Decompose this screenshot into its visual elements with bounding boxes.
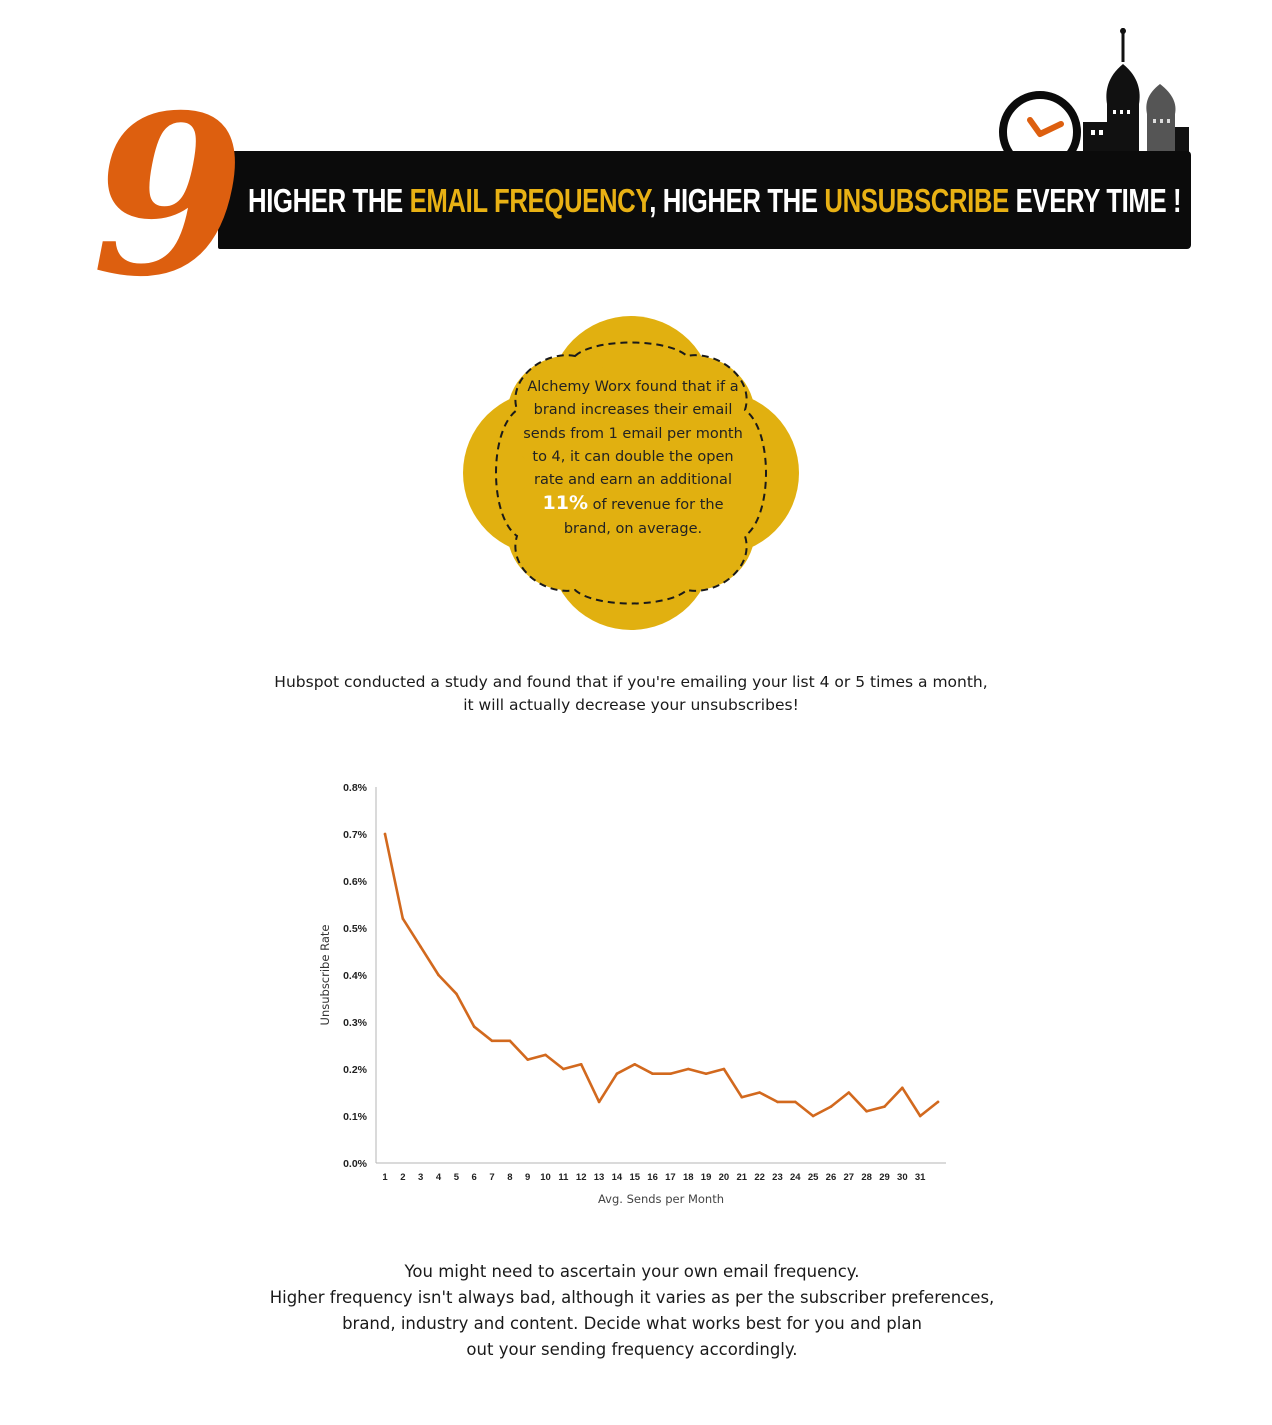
title-highlight-email-frequency: EMAIL FREQUENCY — [409, 182, 650, 219]
data-point — [794, 1101, 797, 1104]
x-tick-label: 1 — [382, 1172, 388, 1183]
x-tick-label: 18 — [682, 1172, 694, 1183]
y-axis-title: Unsubscribe Rate — [318, 924, 332, 1026]
x-tick-label: 29 — [879, 1172, 890, 1183]
data-point — [705, 1072, 708, 1075]
data-point — [384, 833, 387, 836]
page-title — [248, 176, 1181, 226]
data-point — [509, 1040, 512, 1043]
y-tick-label: 0.4% — [343, 970, 367, 982]
y-tick-label: 0.0% — [343, 1158, 367, 1170]
y-tick-label: 0.6% — [343, 876, 367, 888]
data-point — [473, 1025, 476, 1028]
x-tick-label: 5 — [453, 1172, 460, 1183]
outro-line-2: Higher frequency isn't always bad, although it varies as per the subscriber preferences, — [269, 1288, 995, 1307]
x-tick-label: 28 — [861, 1172, 872, 1183]
x-axis-title: Avg. Sends per Month — [597, 1192, 725, 1206]
skyline-clock-illustration — [995, 22, 1195, 157]
data-point — [901, 1087, 904, 1090]
data-point — [740, 1096, 743, 1099]
x-tick-label: 23 — [772, 1172, 783, 1183]
data-point — [758, 1091, 761, 1094]
x-tick-label: 15 — [629, 1172, 641, 1183]
data-point — [883, 1105, 886, 1108]
data-point — [848, 1091, 851, 1094]
data-point — [651, 1072, 654, 1075]
x-tick-label: 12 — [575, 1172, 587, 1183]
callout-highlight-percent: 11% — [542, 492, 588, 515]
outro-line-1: You might need to ascertain your own email frequency. — [404, 1262, 860, 1281]
x-tick-label: 10 — [540, 1172, 551, 1183]
data-point — [830, 1105, 833, 1108]
x-tick-label: 11 — [558, 1172, 569, 1183]
x-tick-label: 14 — [611, 1172, 623, 1183]
x-tick-label: 27 — [843, 1172, 855, 1183]
intro-line-2: it will actually decrease your unsubscribes! — [463, 696, 799, 714]
clock-icon — [1003, 95, 1077, 157]
x-tick-label: 20 — [718, 1172, 730, 1183]
y-tick-label: 0.5% — [343, 923, 367, 935]
data-point — [491, 1040, 494, 1043]
title-part-3: , HIGHER THE — [649, 182, 825, 219]
title-highlight-unsubscribe: UNSUBSCRIBE — [824, 182, 1009, 219]
data-point — [633, 1063, 636, 1066]
data-point — [812, 1115, 815, 1118]
x-tick-label: 13 — [593, 1172, 605, 1183]
data-point — [526, 1058, 529, 1061]
section-number: 9 — [92, 66, 246, 325]
data-point — [937, 1101, 940, 1104]
intro-line-1: Hubspot conducted a study and found that if you're emailing your list 4 or 5 times a month, — [274, 673, 988, 691]
data-point — [669, 1072, 672, 1075]
x-tick-label: 2 — [400, 1172, 406, 1183]
data-point — [776, 1101, 779, 1104]
data-point — [865, 1110, 868, 1113]
x-tick-label: 26 — [825, 1172, 837, 1183]
x-tick-label: 6 — [471, 1172, 477, 1183]
data-point — [723, 1068, 726, 1071]
x-tick-label: 17 — [665, 1172, 676, 1183]
data-point — [455, 993, 458, 996]
x-tick-label: 21 — [736, 1172, 748, 1183]
data-point — [616, 1072, 619, 1075]
callout-body: Alchemy Worx found that if a brand increases their email sends from 1 email per month to 4, it can double the open rate and earn an additional — [523, 379, 743, 489]
x-tick-label: 22 — [754, 1172, 765, 1183]
x-tick-label: 8 — [507, 1172, 513, 1183]
x-tick-label: 24 — [790, 1172, 801, 1183]
title-part-1: HIGHER THE — [248, 182, 410, 219]
series-line — [385, 834, 938, 1116]
data-point — [580, 1063, 583, 1066]
data-point — [598, 1101, 601, 1104]
callout-body-after: of revenue for the brand, on average. — [563, 497, 724, 537]
y-tick-label: 0.2% — [343, 1064, 367, 1076]
y-tick-label: 0.1% — [343, 1111, 367, 1123]
intro-paragraph — [190, 671, 1072, 717]
unsubscribe-rate-chart — [300, 770, 960, 1220]
x-tick-label: 25 — [807, 1172, 819, 1183]
y-tick-label: 0.8% — [343, 782, 367, 794]
data-point — [562, 1068, 565, 1071]
x-tick-label: 7 — [489, 1172, 495, 1183]
outro-paragraph — [180, 1259, 1084, 1363]
data-point — [437, 974, 440, 977]
data-point — [919, 1115, 922, 1118]
x-tick-label: 19 — [700, 1172, 712, 1183]
data-point — [419, 946, 422, 949]
outro-line-3: brand, industry and content. Decide what works best for you and plan — [342, 1314, 922, 1333]
y-tick-label: 0.7% — [343, 829, 367, 841]
x-tick-label: 4 — [435, 1172, 442, 1183]
outro-line-4: out your sending frequency accordingly. — [466, 1340, 798, 1359]
x-tick-label: 31 — [914, 1172, 926, 1183]
domes-icon — [1083, 28, 1189, 157]
title-part-5: EVERY TIME ! — [1008, 182, 1182, 219]
y-tick-label: 0.3% — [343, 1017, 367, 1029]
callout-text — [520, 376, 746, 541]
data-point — [544, 1054, 547, 1057]
x-tick-label: 9 — [525, 1172, 531, 1183]
data-point — [687, 1068, 690, 1071]
x-tick-label: 30 — [897, 1172, 908, 1183]
data-point — [402, 917, 405, 920]
x-tick-label: 16 — [647, 1172, 658, 1183]
x-tick-label: 3 — [418, 1172, 424, 1183]
